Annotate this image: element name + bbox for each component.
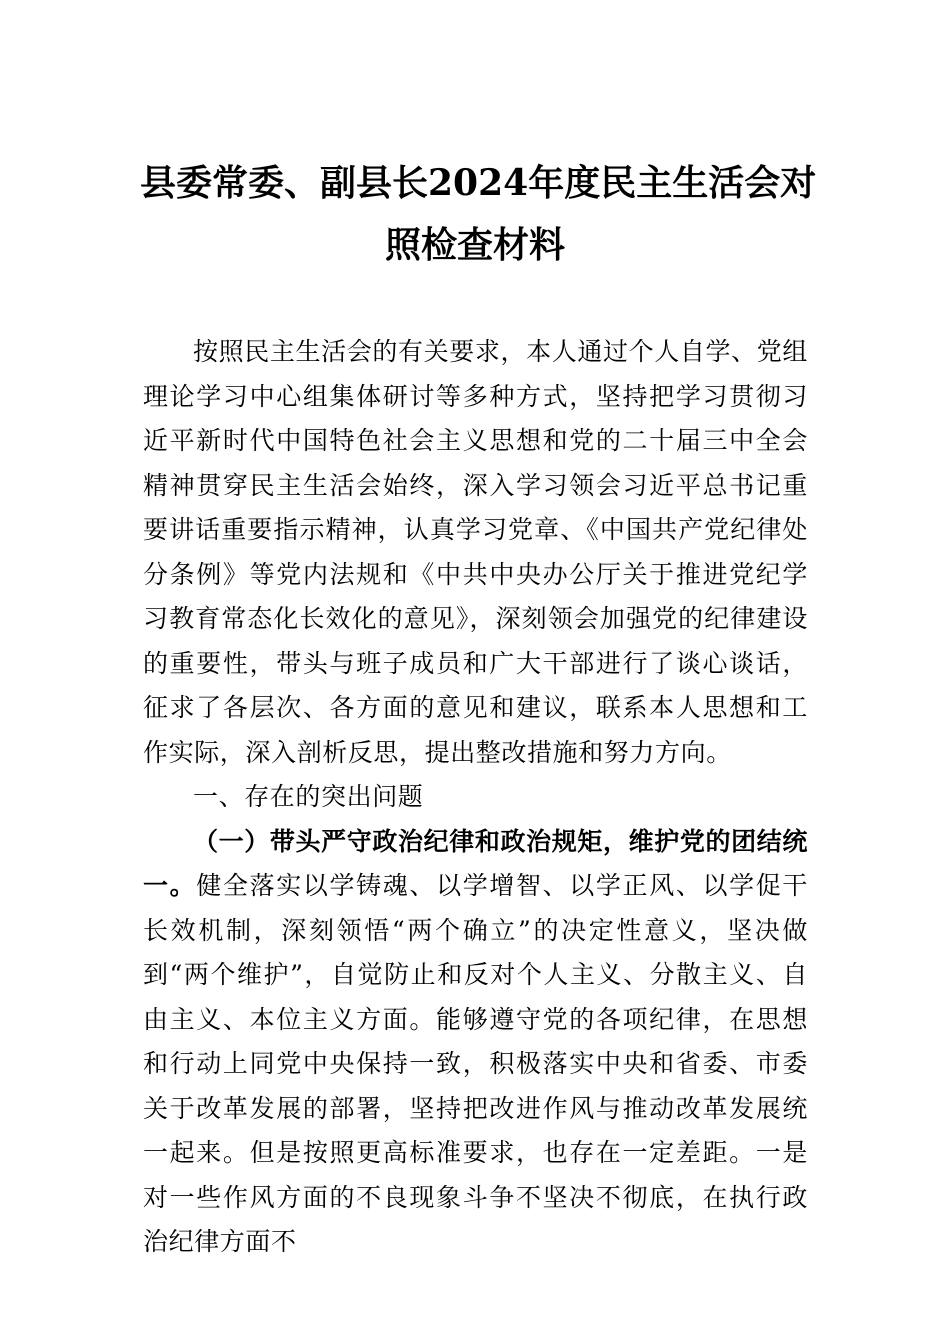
intro-paragraph: 按照民主生活会的有关要求，本人通过个人自学、党组理论学习中心组集体研讨等多种方式，坚持把学习贯彻习近平新时代中国特色社会主义思想和党的二十届三中全会精神贯穿民主生活会始终，深入学习领会习近平总书记重要讲话重要指示精神，认真学习党章、《中国共产党纪律处分条例》等党内法规和《中共中央办公厅关于推进党纪学习教育常态化长效化的意见》，深刻领会加强党的纪律建设的重要性，带头与班子成员和广大干部进行了谈心谈话，征求了各层次、各方面的意见和建议，联系本人思想和工作实际，深入剖析反思，提出整改措施和努力方向。 xyxy=(143,337,808,767)
document-title xyxy=(140,152,817,276)
subsection-body-1: 健全落实以学铸魂、以学增智、以学正风、以学促干长效机制，深刻领悟“两个确立”的决定性意义，坚决做到“两个维护”，自觉防止和反对个人主义、分散主义、自由主义、本位主义方面。能够遵守党的各项纪律，在思想和行动上同党中央保持一致，积极落实中央和省委、市委关于改革发展的部署，坚持把改进作风与推动改革发展统一起来。但是按照更高标准要求，也存在一定差距。一是对一些作风方面的不良现象斗争不坚决不彻底，在执行政治纪律方面不 xyxy=(143,871,809,1256)
title-line-2: 照检查材料 xyxy=(384,224,565,266)
document-body xyxy=(143,330,808,1265)
subsection-heading-1: （一）带头严守政治纪律和政治规矩，维护党的团结统一。 xyxy=(143,826,808,900)
section-heading-problems: 一、存在的突出问题 xyxy=(193,782,424,811)
subsection-paragraph-1 xyxy=(143,820,808,1265)
title-line-1: 县委常委、副县长2024年度民主生活会对 xyxy=(140,162,817,204)
